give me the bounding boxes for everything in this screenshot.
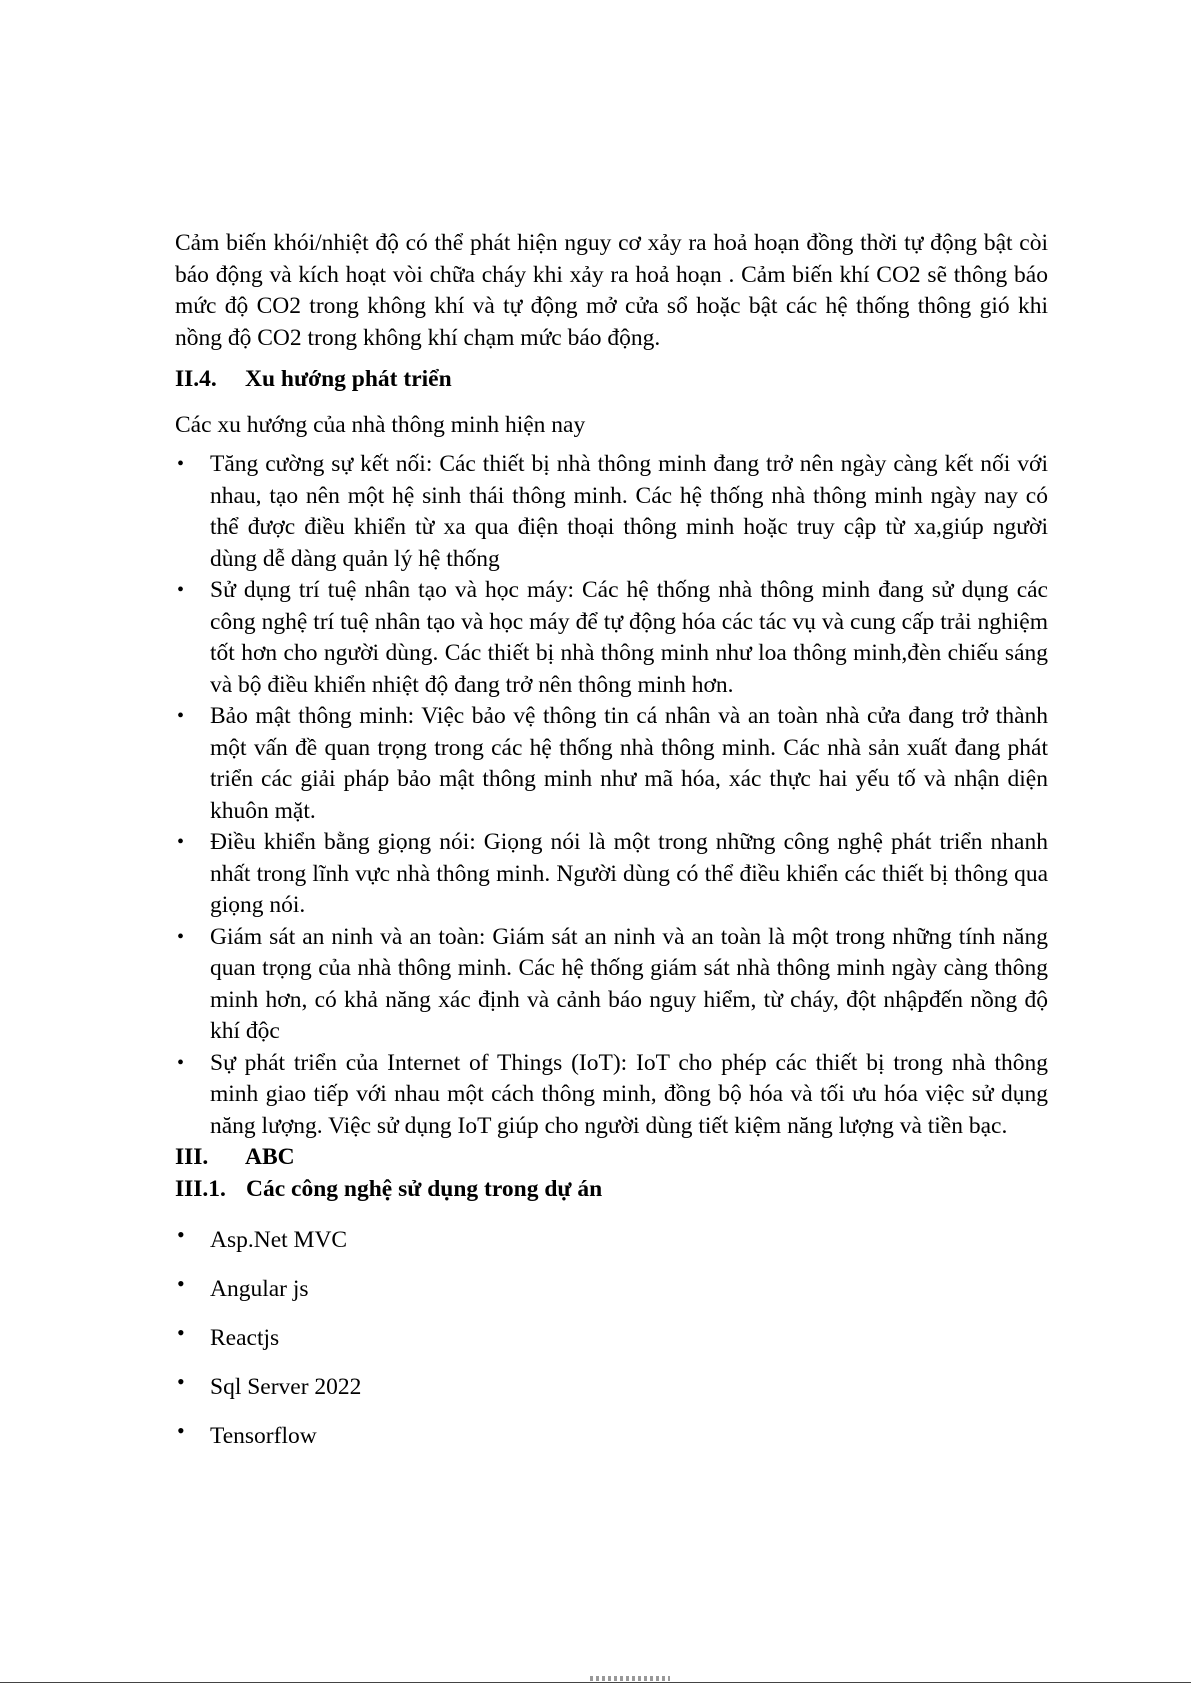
bullet-icon: • bbox=[177, 925, 185, 948]
list-item bbox=[175, 1048, 1048, 1143]
bullet-icon: • bbox=[177, 831, 185, 853]
bullet-icon: • bbox=[177, 705, 185, 727]
list-item-text: Reactjs bbox=[210, 1325, 280, 1351]
list-item bbox=[175, 827, 1048, 922]
bullet-icon: • bbox=[177, 1369, 185, 1394]
list-item bbox=[175, 701, 1048, 827]
list-item-text: Sử dụng trí tuệ nhân tạo và học máy: Các hệ thống nhà thông minh đang sử dụng các công nghệ trí tuệ nhân tạo và học máy để tự động hóa các tác vụ và cung cấp trải nghiệm tốt hơn cho người dùng. Các thiết bị nhà thông minh như loa thông minh,đèn chiếu sáng và bộ điều khiển nhiệt độ đang trở nên thông minh hơn. bbox=[210, 577, 1048, 698]
section-title: Xu hướng phát triển bbox=[245, 366, 452, 392]
trends-list bbox=[175, 449, 1048, 1142]
list-item bbox=[175, 1222, 1048, 1274]
section-number: II.4. bbox=[175, 366, 217, 392]
opening-paragraph: Cảm biến khói/nhiệt độ có thể phát hiện nguy cơ xảy ra hoả hoạn đồng thời tự động bật còi báo động và kích hoạt vòi chữa cháy khi xảy ra hoả hoạn . Cảm biến khí CO2 sẽ thông báo mức độ CO2 trong không khí và tự động mở cửa sổ hoặc bật các hệ thống thông gió khi nồng độ CO2 trong không khí chạm mức báo động. bbox=[175, 230, 1048, 351]
section-number: III. bbox=[175, 1144, 209, 1170]
list-item-text: Bảo mật thông minh: Việc bảo vệ thông tin cá nhân và an toàn nhà cửa đang trở thành một vấn đề quan trọng trong các hệ thống nhà thông minh. Các nhà sản xuất đang phát triển các giải pháp bảo mật thông minh như mã hóa, xác thực hai yếu tố và nhận diện khuôn mặt. bbox=[210, 703, 1048, 824]
bullet-icon: • bbox=[177, 1320, 185, 1345]
list-item bbox=[175, 922, 1048, 1048]
list-item-text: Tăng cường sự kết nối: Các thiết bị nhà thông minh đang trở nên ngày càng kết nối với nhau, tạo nên một hệ sinh thái thông minh. Các hệ thống nhà thông minh ngày nay có thể được điều khiển từ xa qua điện thoại thông minh hoặc truy cập từ xa,giúp người dùng dễ dàng quản lý hệ thống bbox=[210, 451, 1048, 572]
section-heading-3 bbox=[175, 1142, 1048, 1174]
list-item bbox=[175, 1320, 1048, 1372]
bullet-icon: • bbox=[177, 453, 185, 475]
section-intro: Các xu hướng của nhà thông minh hiện nay bbox=[175, 411, 586, 438]
list-item bbox=[175, 1271, 1048, 1323]
section-title: ABC bbox=[245, 1144, 295, 1170]
list-item-text: Điều khiển bằng giọng nói: Giọng nói là một trong những công nghệ phát triển nhanh nhất trong lĩnh vực nhà thông minh. Người dùng có thể điều khiển các thiết bị thông qua giọng nói. bbox=[210, 829, 1048, 918]
list-item-text: Tensorflow bbox=[210, 1423, 317, 1449]
bullet-icon: • bbox=[177, 579, 185, 601]
list-item-text: Giám sát an ninh và an toàn: Giám sát an ninh và an toàn là một trong những tính năng quan trọng của nhà thông minh. Các hệ thống giám sát nhà thông minh ngày càng thông minh hơn, có khả năng xác định và cảnh báo nguy hiểm, từ cháy, đột nhậpđến nồng độ khí độc bbox=[210, 923, 1048, 1044]
section-title: Các công nghệ sử dụng trong dự án bbox=[246, 1175, 603, 1202]
section-heading-3-1 bbox=[175, 1174, 1048, 1206]
list-item-text: Sql Server 2022 bbox=[210, 1374, 362, 1400]
list-item-text: Angular js bbox=[210, 1276, 309, 1302]
section-heading-2-4 bbox=[175, 364, 1048, 396]
page-bottom-mark bbox=[590, 1676, 670, 1681]
document-page bbox=[175, 228, 1048, 1470]
list-item bbox=[175, 575, 1048, 701]
list-item bbox=[175, 1418, 1048, 1470]
bullet-icon: • bbox=[177, 1271, 185, 1296]
list-item bbox=[175, 449, 1048, 575]
section-number: III.1. bbox=[175, 1175, 226, 1202]
list-item-text: Asp.Net MVC bbox=[210, 1227, 348, 1253]
bullet-icon: • bbox=[177, 1051, 185, 1074]
list-item-text: Sự phát triển của Internet of Things (IoT): IoT cho phép các thiết bị trong nhà thông minh giao tiếp với nhau một cách thông minh, đồng bộ hóa và tối ưu hóa việc sử dụng năng lượng. Việc sử dụng IoT giúp cho người dùng tiết kiệm năng lượng và tiền bạc. bbox=[210, 1049, 1048, 1139]
list-item bbox=[175, 1369, 1048, 1421]
page-bottom-rule bbox=[0, 1682, 1191, 1683]
bullet-icon: • bbox=[177, 1222, 185, 1247]
technology-list bbox=[175, 1222, 1048, 1470]
bullet-icon: • bbox=[177, 1418, 185, 1443]
